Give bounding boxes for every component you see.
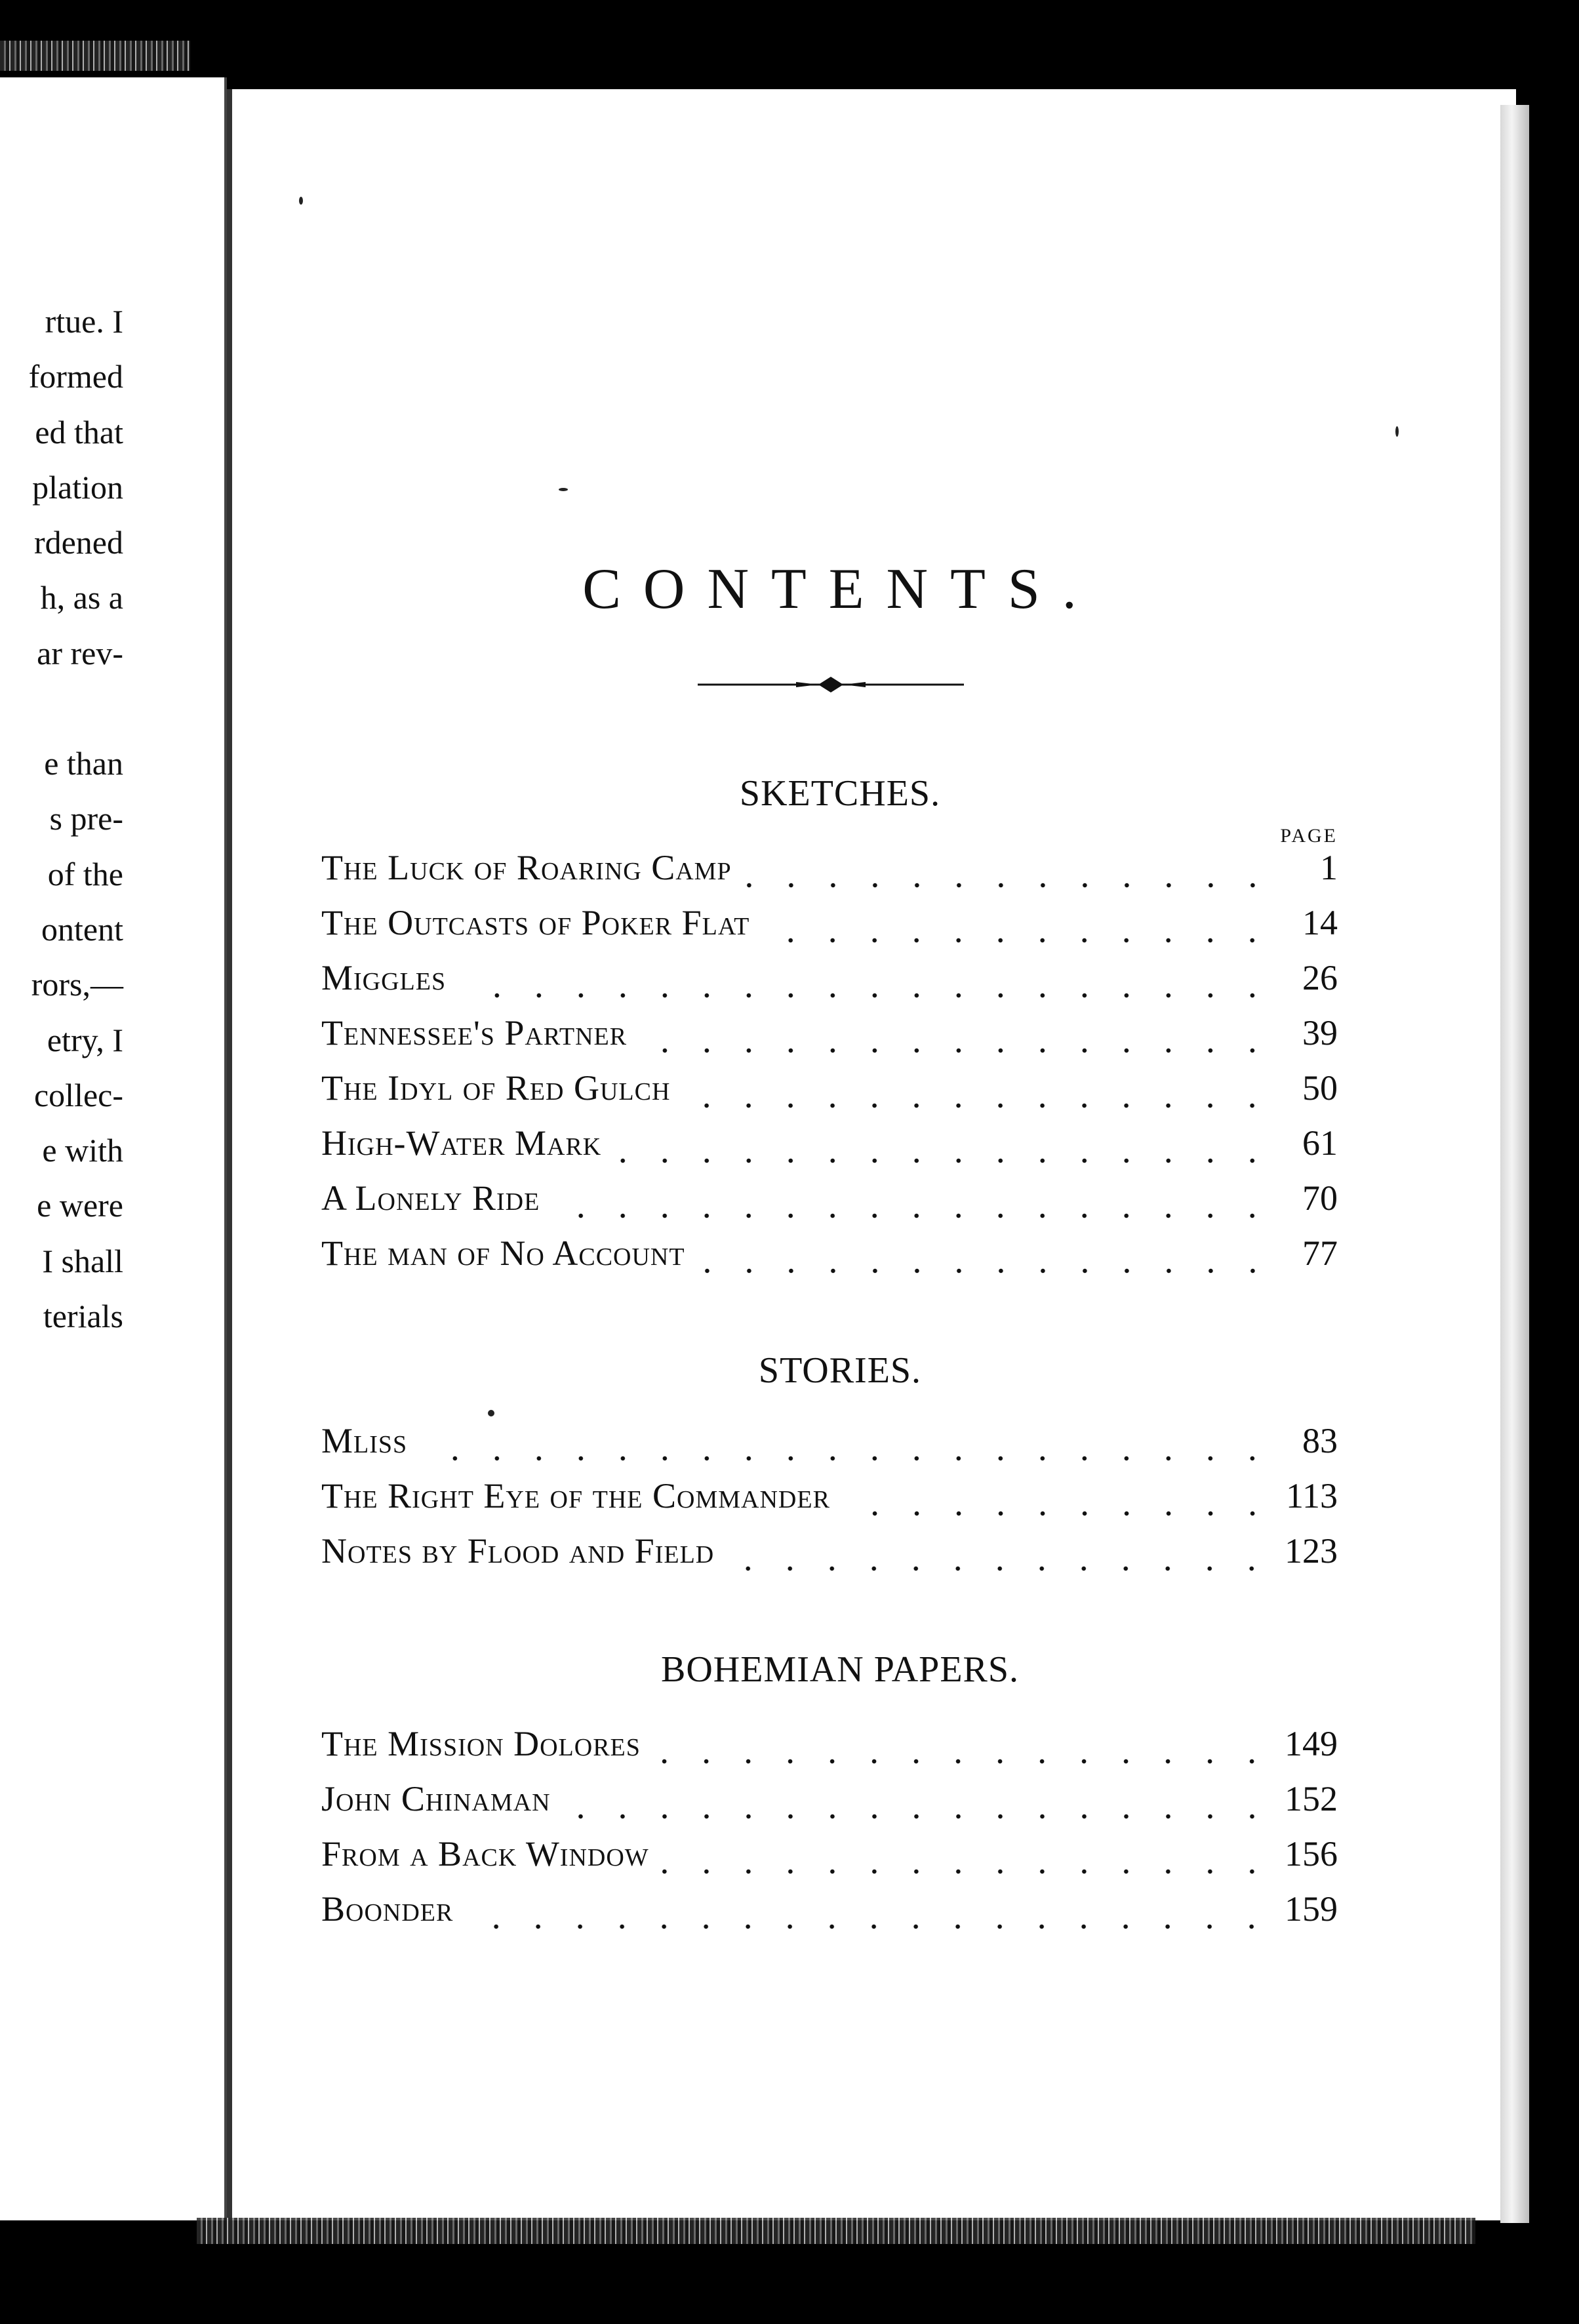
dot-leader [551, 1213, 1273, 1218]
dot-leader [465, 1924, 1273, 1929]
toc-entry-page-number: 159 [1285, 1889, 1338, 1929]
toc-entry [321, 1233, 1338, 1288]
toc-list-sketches [321, 847, 1338, 1288]
toc-entry-page-number: 70 [1302, 1178, 1338, 1218]
toc-entry [321, 1123, 1338, 1178]
toc-entry [321, 1889, 1338, 1944]
binding-strip-bottom [197, 2218, 1475, 2244]
toc-entry [321, 957, 1338, 1012]
facing-page-line: s pre- [49, 800, 123, 837]
toc-entry-page-number: 61 [1302, 1123, 1338, 1163]
dot-leader [697, 1268, 1273, 1273]
dot-leader [661, 1869, 1273, 1874]
facing-page-line: rors,— [31, 966, 123, 1003]
facing-page-line: rdened [33, 524, 123, 561]
toc-entry-title: John Chinaman [321, 1779, 551, 1818]
toc-entry-page-number: 77 [1302, 1233, 1338, 1273]
toc-entry-title: Notes by Flood and Field [321, 1531, 715, 1571]
toc-entry-title: High-Water Mark [321, 1123, 602, 1163]
page-title: CONTENTS. [582, 557, 1099, 621]
facing-page-line: ar rev- [37, 634, 123, 671]
paragraph-gap [0, 681, 123, 736]
facing-page-line: rtue. I [45, 303, 123, 340]
facing-page-line: etry, I [47, 1021, 123, 1058]
binding-strip-top [0, 41, 190, 71]
toc-list-stories [321, 1420, 1338, 1586]
toc-entry [321, 1778, 1338, 1833]
facing-page-left [0, 77, 227, 2220]
toc-entry [321, 1475, 1338, 1531]
print-speck [1395, 426, 1399, 437]
toc-entry-page-number: 39 [1302, 1013, 1338, 1052]
facing-page-line: e were [37, 1187, 123, 1224]
toc-entry [321, 1420, 1338, 1475]
facing-page-line: plation [32, 468, 123, 506]
toc-entry-page-number: 83 [1302, 1421, 1338, 1460]
toc-entry-title: Miggles [321, 958, 447, 997]
toc-list-bohemian-papers [321, 1723, 1338, 1944]
facing-page-line: terials [43, 1298, 123, 1335]
facing-page-line: of the [47, 855, 123, 892]
dot-leader [613, 1158, 1273, 1163]
toc-entry-title: The Idyl of Red Gulch [321, 1068, 671, 1108]
facing-page-line: formed [28, 358, 123, 395]
toc-entry [321, 902, 1338, 957]
toc-entry [321, 1833, 1338, 1889]
dot-leader [652, 1759, 1273, 1764]
page-edge [1500, 105, 1529, 2223]
toc-entry [321, 847, 1338, 902]
toc-entry-page-number: 50 [1302, 1068, 1338, 1108]
page-gutter [227, 89, 232, 2220]
dot-leader [726, 1566, 1273, 1571]
dot-leader [761, 938, 1273, 943]
toc-entry-page-number: 123 [1285, 1531, 1338, 1571]
facing-page-line: collec- [33, 1076, 123, 1113]
facing-page-text [0, 294, 123, 1344]
dot-leader [639, 1048, 1273, 1053]
toc-entry-title: The Luck of Roaring Camp [321, 848, 732, 887]
facing-page-line: h, as a [40, 579, 123, 616]
dot-leader [842, 1511, 1273, 1516]
toc-entry [321, 1068, 1338, 1123]
section-title-stories: STORIES. [758, 1350, 922, 1391]
toc-entry [321, 1178, 1338, 1233]
print-speck [488, 1410, 494, 1416]
facing-page-line: ontent [41, 910, 123, 948]
dot-leader [682, 1103, 1273, 1108]
toc-entry-title: Boonder [321, 1889, 454, 1929]
dot-leader [744, 883, 1273, 888]
toc-entry-page-number: 149 [1285, 1724, 1338, 1763]
dot-leader [458, 993, 1273, 998]
toc-entry-title: From a Back Window [321, 1834, 649, 1873]
toc-entry-title: The man of No Account [321, 1233, 685, 1273]
toc-entry [321, 1531, 1338, 1586]
toc-entry-title: Mliss [321, 1421, 408, 1460]
section-title-bohemian-papers: BOHEMIAN PAPERS. [660, 1649, 1020, 1690]
toc-entry-title: The Outcasts of Poker Flat [321, 903, 750, 942]
page-column-label: PAGE [1280, 825, 1338, 847]
toc-entry-title: A Lonely Ride [321, 1178, 540, 1218]
dot-leader [563, 1814, 1273, 1819]
facing-page-line: I shall [42, 1242, 123, 1279]
section-title-sketches: SKETCHES. [739, 773, 941, 814]
toc-entry-page-number: 156 [1285, 1834, 1338, 1873]
toc-entry-page-number: 26 [1302, 958, 1338, 997]
toc-entry-title: Tennessee's Partner [321, 1013, 628, 1052]
toc-entry-title: The Mission Dolores [321, 1724, 641, 1763]
toc-entry-title: The Right Eye of the Commander [321, 1476, 830, 1515]
toc-entry-page-number: 152 [1285, 1779, 1338, 1818]
print-speck [299, 197, 303, 205]
toc-entry [321, 1723, 1338, 1778]
toc-entry [321, 1012, 1338, 1068]
dot-leader [419, 1456, 1273, 1461]
print-speck [559, 488, 568, 491]
toc-entry-page-number: 1 [1320, 848, 1338, 887]
toc-entry-page-number: 113 [1286, 1476, 1338, 1515]
toc-entry-page-number: 14 [1302, 903, 1338, 942]
ornament-rule [698, 671, 964, 698]
facing-page-line: ed that [35, 413, 123, 451]
facing-page-line: e with [42, 1132, 123, 1169]
facing-page-line: e than [44, 745, 123, 782]
